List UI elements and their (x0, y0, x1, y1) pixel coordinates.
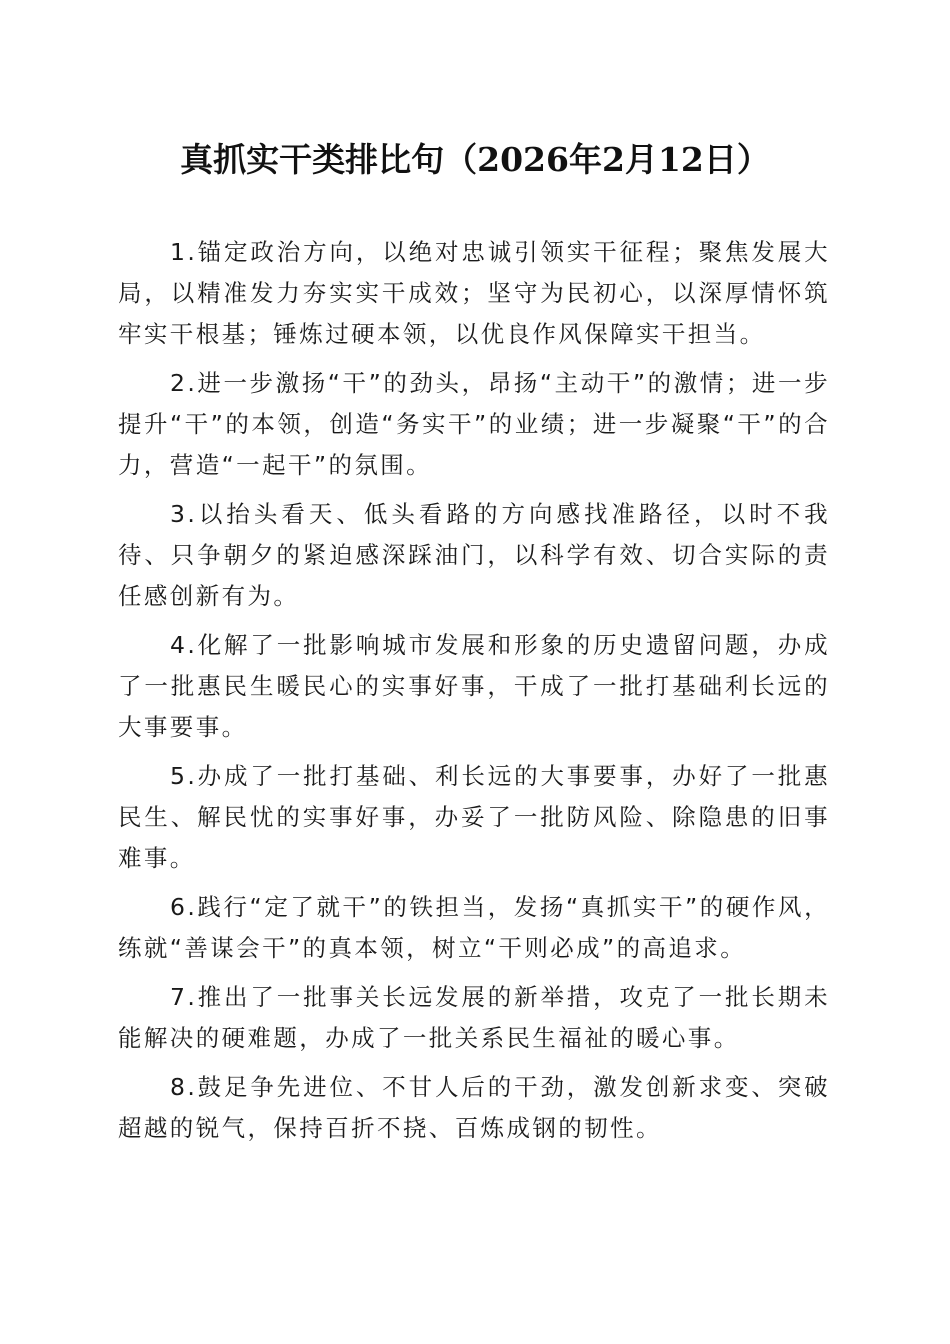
paragraph-3: 3.以抬头看天、低头看路的方向感找准路径，以时不我待、只争朝夕的紧迫感深踩油门，以科学有效、切合实际的责任感创新有为。 (118, 500, 830, 610)
paragraph-5: 5.办成了一批打基础、利长远的大事要事，办好了一批惠民生、解民忧的实事好事，办妥了一批防风险、除隐患的旧事难事。 (118, 762, 830, 872)
paragraph-7: 7.推出了一批事关长远发展的新举措，攻克了一批长期未能解决的硬难题，办成了一批关系民生福祉的暖心事。 (118, 983, 830, 1052)
paragraph-1: 1.锚定政治方向，以绝对忠诚引领实干征程；聚焦发展大局，以精准发力夯实实干成效；坚守为民初心，以深厚情怀筑牢实干根基；锤炼过硬本领，以优良作风保障实干担当。 (118, 238, 830, 348)
document-body (118, 232, 830, 1157)
paragraph-4: 4.化解了一批影响城市发展和形象的历史遗留问题，办成了一批惠民生暖民心的实事好事，干成了一批打基础利长远的大事要事。 (118, 631, 830, 741)
paragraph-2: 2.进一步激扬“干”的劲头，昂扬“主动干”的激情；进一步提升“干”的本领，创造“务实干”的业绩；进一步凝聚“干”的合力，营造“一起干”的氛围。 (118, 369, 830, 479)
document-title: 真抓实干类排比句（2026年2月12日） (180, 140, 770, 179)
paragraph-8: 8.鼓足争先进位、不甘人后的干劲，激发创新求变、突破超越的锐气，保持百折不挠、百炼成钢的韧性。 (118, 1073, 830, 1142)
paragraph-6: 6.践行“定了就干”的铁担当，发扬“真抓实干”的硬作风，练就“善谋会干”的真本领，树立“干则必成”的高追求。 (118, 893, 830, 962)
